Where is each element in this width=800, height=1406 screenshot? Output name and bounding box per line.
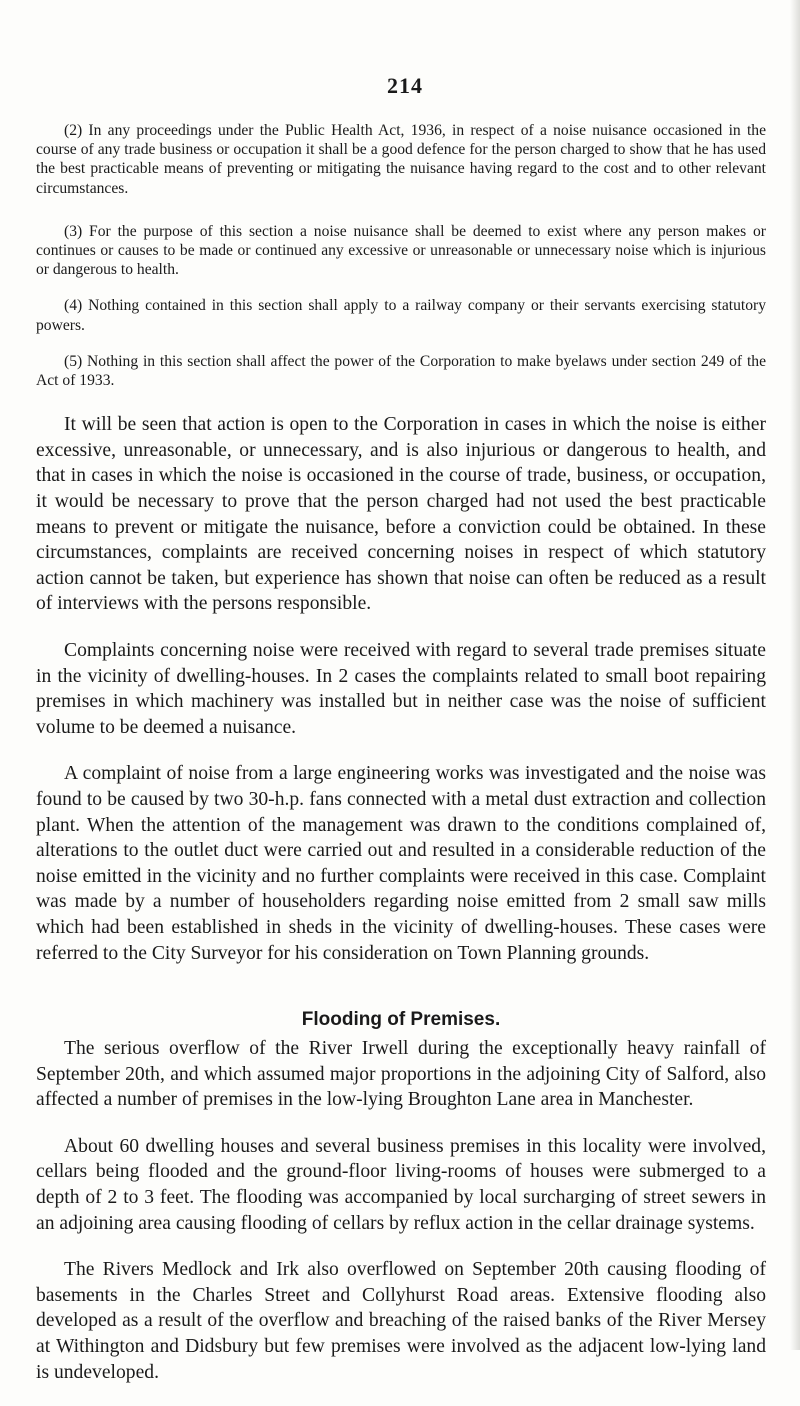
flooding-paragraph: About 60 dwelling houses and several business premises in this locality were involved, cellars being flooded and the ground-floor living-rooms of houses were submerged to a depth of 2 to 3 feet. The flooding was accompanied by local surcharging of street sewers in an adjoining area causing flooding of cellars by reflux action in the cellar drainage systems. [36,1135,766,1234]
document-page [36,0,766,1406]
section-heading-flooding: Flooding of Premises. [301,1009,501,1031]
page-number: 214 [387,73,423,98]
page-edge-shadow [790,0,800,1350]
clause-2: (2) In any proceedings under the Public Health Act, 1936, in respect of a noise nuisance occasioned in the course of any trade business or occupation it shall be a good defence for the person charged to show that he has used the best practicable means of preventing or mitigating the nuisance having regard to the cost and to other relevant circumstances. [36,122,766,197]
clause-4: (4) Nothing contained in this section shall apply to a railway company or their servants exercising statutory powers. [36,297,766,334]
flooding-paragraph: The Rivers Medlock and Irk also overflowed on September 20th causing flooding of basements in the Charles Street and Collyhurst Road areas. Extensive flooding also developed as a result of the overflow and breaching of the raised banks of the River Mersey at Withington and Didsbury but few premises were involved as the adjacent low-lying land is undeveloped. [36,1259,766,1383]
statute-clauses [36,121,766,390]
clause-5: (5) Nothing in this section shall affect the power of the Corporation to make byelaws under section 249 of the Act of 1933. [36,352,766,390]
flooding-paragraph: The serious overflow of the River Irwell during the exceptionally heavy rainfall of September 20th, and which assumed major proportions in the adjoining City of Salford, also affected a number of premises in the low-lying Broughton Lane area in Manchester. [36,1038,766,1111]
clause-3: (3) For the purpose of this section a noise nuisance shall be deemed to exist where any person makes or continues or causes to be made or continued any excessive or unreasonable or unnecessary noise which is injurious or dangerous to health. [36,222,766,279]
flooding-section [36,1008,766,1385]
noise-paragraph: A complaint of noise from a large engineering works was investigated and the noise was found to be caused by two 30-h.p. fans connected with a metal dust extraction and collection plant. When the attention of the management was drawn to the conditions complained of, alterations to the outlet duct were carried out and resulted in a considerable reduction of the noise emitted in the vicinity and no further complaints were received in this case. Complaint was made by a number of householders regarding noise emitted from 2 small saw mills which had been established in sheds in the vicinity of dwelling-houses. These cases were referred to the City Surveyor for his consideration on Town Planning grounds. [36,763,766,964]
noise-section [36,412,766,966]
noise-paragraph: It will be seen that action is open to the Corporation in cases in which the noise is either excessive, unreasonable, or unnecessary, and is also injurious or dangerous to health, and that in cases in which the noise is occasioned in the course of trade, business, or occupation, it would be necessary to prove that the person charged had not used the best practicable means to prevent or mitigate the nuisance, before a conviction could be obtained. In these circumstances, complaints are received concerning noises in respect of which statutory action cannot be taken, but experience has shown that noise can often be reduced as a result of interviews with the persons responsible. [36,414,766,615]
noise-paragraph: Complaints concerning noise were received with regard to several trade premises situate in the vicinity of dwelling-houses. In 2 cases the complaints related to small boot repairing premises in which machinery was installed but in neither case was the noise of sufficient volume to be deemed a nuisance. [36,639,766,738]
